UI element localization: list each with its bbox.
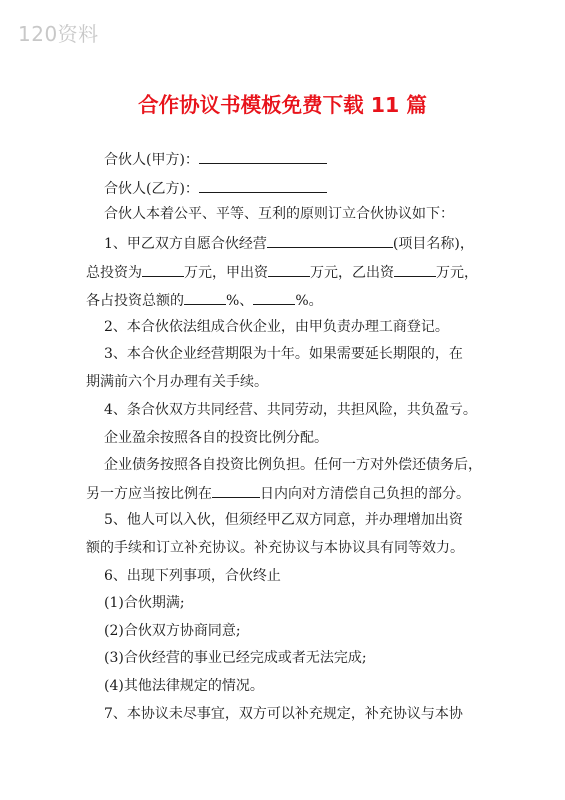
partner-a-blank [199,148,327,164]
clause-3: 3、本合伙企业经营期限为十年。如果需要延长期限的，在 [104,346,463,362]
debt-cont-end: 日内向对方清偿自己负担的部分。 [260,486,470,502]
investment-line [86,261,478,283]
debt-cont-line [86,482,470,504]
share-b-blank [253,289,295,305]
partner-a-line [104,148,327,170]
total-investment-blank [142,261,184,277]
debt-cont-text: 另一方应当按比例在 [86,486,212,502]
share-end: %。 [295,293,323,309]
clause-6: 6、出现下列事项，合伙终止 [104,568,281,584]
profit-paragraph: 企业盈余按照各自的投资比例分配。 [104,430,328,446]
clause-2: 2、本合伙依法组成合伙企业，由甲负责办理工商登记。 [104,319,449,335]
clause-5-cont: 额的手续和订立补充协议。补充协议与本协议具有同等效力。 [86,540,464,556]
clause-1-text: 1、甲乙双方自愿合伙经营 [104,236,267,252]
share-sep: %、 [226,293,254,309]
share-a-blank [184,289,226,305]
clause-7: 7、本协议未尽事宜，双方可以补充规定，补充协议与本协 [104,706,463,722]
investment-b-label: 万元，乙出资 [310,265,394,281]
project-name-blank [267,232,393,248]
partner-b-label: 合伙人(乙方)： [104,181,199,197]
clause-4: 4、条合伙双方共同经营、共同劳动，共担风险，共负盈亏。 [104,402,477,418]
clause-3-cont: 期满前六个月办理有关手续。 [86,374,268,390]
share-line [86,289,323,311]
partner-b-line [104,177,327,199]
item-1: (1)合伙期满; [104,595,185,611]
share-label: 各占投资总额的 [86,293,184,309]
clause-5: 5、他人可以入伙，但须经甲乙双方同意，并办理增加出资 [104,512,463,528]
document-title: 合作协议书模板免费下载 11 篇 [138,93,427,117]
item-2: (2)合伙双方协商同意; [104,623,241,639]
investment-end: 万元， [436,265,478,281]
a-investment-blank [268,261,310,277]
debt-paragraph: 企业债务按照各自投资比例负担。任何一方对外偿还债务后， [104,457,482,473]
intro-paragraph: 合伙人本着公平、平等、互利的原则订立合伙协议如下： [104,206,454,222]
item-3: (3)合伙经营的事业已经完成或者无法完成; [104,650,367,666]
clause-1-suffix: (项目名称)， [392,236,474,252]
partner-a-label: 合伙人(甲方)： [104,152,199,168]
clause-1-line [104,232,474,254]
item-4: (4)其他法律规定的情况。 [104,678,264,694]
b-investment-blank [394,261,436,277]
days-blank [212,482,260,498]
investment-total-label: 总投资为 [86,265,142,281]
watermark-text: 120资料 [18,22,99,46]
investment-a-label: 万元，甲出资 [184,265,268,281]
partner-b-blank [199,177,327,193]
